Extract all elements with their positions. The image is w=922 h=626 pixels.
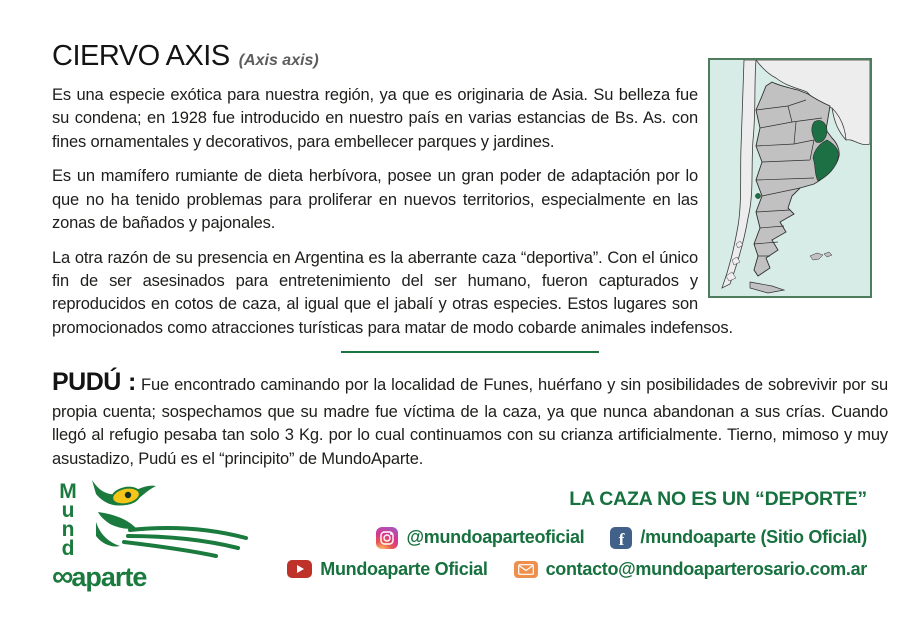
facebook-icon: f [610, 527, 632, 549]
mundoaparte-logo [52, 479, 267, 602]
instagram-icon [376, 527, 398, 549]
social-row-2 [267, 559, 867, 580]
section-divider [341, 351, 599, 353]
facebook-handle[interactable]: f /mundoaparte (Sitio Oficial) [610, 527, 867, 549]
paragraph-hunting: La otra razón de su presencia en Argentina es la aberrante caza “deportiva”. Con el único fin de ser asesinados para entretenimiento del ser humano, fueron capturados y reproducidos en cotos de caza, al igual que el jabalí y otras especies. Estos lugares son promocionados como atracciones turísticas para matar de modo cobarde animales indefensos. [52, 248, 733, 337]
youtube-icon [287, 560, 312, 578]
puma-face-icon [78, 478, 268, 568]
paragraph-biology: Es un mamífero rumiante de dieta herbívora, posee un gran poder de adaptación por lo que no ha tenido problemas para proliferar en nuevos territorios, especialmente en las zonas de bañados y pajonales. [52, 167, 698, 233]
pudu-heading: PUDÚ : [52, 368, 136, 397]
species-scientific-name: (Axis axis) [238, 52, 319, 69]
paragraph-origin: Es una especie exótica para nuestra región, ya que es originaria de Asia. Su belleza fue su condena; en 1928 fue introducido en nuestro país en varias estancias de Bs. As. con fines ornamentales y decorativos, para embellecer parques y jardines. [52, 86, 698, 151]
pudu-paragraph [52, 365, 888, 471]
logo-oo-ligature: ∞ [52, 559, 72, 593]
argentina-map-graphic [710, 60, 870, 296]
social-row-1 [267, 527, 867, 549]
footer-right [267, 482, 888, 602]
youtube-channel[interactable]: Mundoaparte Oficial [287, 559, 487, 580]
instagram-handle[interactable]: @mundoaparteoficial [376, 527, 584, 549]
logo-bottom-word: ∞aparte [52, 559, 147, 593]
map-highlight-west [755, 193, 760, 198]
logo-vertical-letters: M u n d [59, 479, 77, 560]
species-common-name: CIERVO AXIS [52, 40, 230, 72]
email-contact[interactable]: contacto@mundoaparterosario.com.ar [514, 559, 867, 580]
footer [52, 479, 888, 602]
email-icon [514, 561, 538, 578]
slogan: LA CAZA NO ES UN “DEPORTE” [569, 487, 867, 510]
pudu-text: Fue encontrado caminando por la localidad de Funes, huérfano y sin posibilidades de sobrevivir por su propia cuenta; sospechamos que su madre fue víctima de la caza, ya que nunca abandonan a sus crías. Cuando llegó al refugio pesaba tan solo 3 Kg. por lo cual continuamos con su crianza artificialmente. Tierno, mimoso y muy asustadizo, Pudú es el “principito” de MundoAparte. [52, 376, 889, 468]
argentina-distribution-map [708, 58, 872, 298]
